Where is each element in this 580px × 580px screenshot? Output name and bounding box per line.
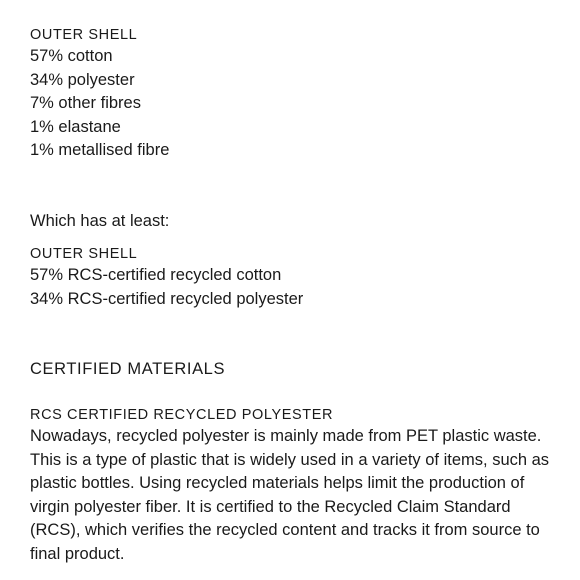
spacer (30, 163, 555, 210)
certified-materials-section (30, 358, 555, 566)
recycled-item: 34% RCS-certified recycled polyester (30, 289, 304, 308)
spacer (30, 233, 555, 244)
composition-item: 34% polyester (30, 70, 135, 89)
outer-shell-label: OUTER SHELL (30, 246, 138, 262)
outer-shell-label: OUTER SHELL (30, 27, 138, 43)
spacer (30, 381, 555, 405)
product-composition-panel (30, 25, 555, 566)
composition-section (30, 25, 555, 163)
composition-item: 57% cotton (30, 47, 113, 65)
recycled-content-section (30, 210, 555, 312)
spacer (30, 311, 555, 358)
rcs-polyester-description: Nowadays, recycled polyester is mainly made from PET plastic waste. This is a type of plastic that is widely used in a variety of items, such as plastic bottles. Using recycled materials helps limit the production of virgin polyester fiber. It is certified to the Recycled Claim Standard (RCS), which verifies the recycled content and tracks it from source to final product. (30, 427, 550, 563)
composition-item: 1% elastane (30, 117, 121, 136)
rcs-polyester-subheading: RCS CERTIFIED RECYCLED POLYESTER (30, 407, 334, 423)
composition-item: 7% other fibres (30, 94, 141, 112)
composition-item: 1% metallised fibre (30, 141, 170, 159)
recycled-item: 57% RCS-certified recycled cotton (30, 266, 282, 284)
recycled-intro: Which has at least: (30, 211, 170, 230)
certified-materials-heading: CERTIFIED MATERIALS (30, 360, 226, 378)
